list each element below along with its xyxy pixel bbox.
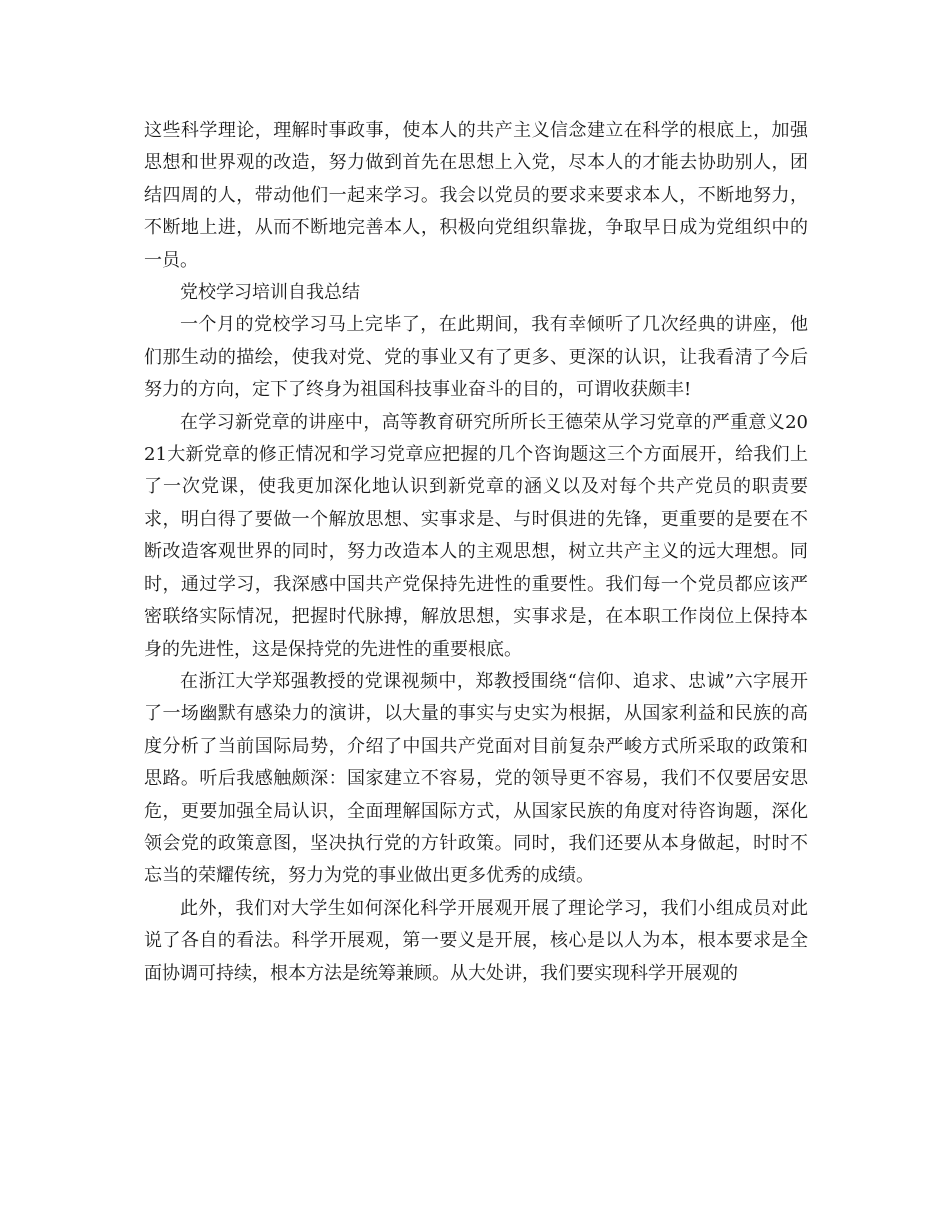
paragraph-lecture-video: 在浙江大学郑强教授的党课视频中，郑教授围绕“信仰、追求、忠诚”六字展开了一场幽默有感染力的演讲，以大量的事实与史实为根据，从国家利益和民族的高度分析了当前国际局势，介绍了中国共产党面对目前复杂严峻方式所采取的政策和思路。听后我感触颇深：国家建立不容易，党的领导更不容易，我们不仅要居安思危，更要加强全局认识，全面理解国际方式，从国家民族的角度对待咨询题，深化领会党的政策意图，坚决执行党的方针政策。同时，我们还要从本身做起，时时不忘当的荣耀传统，努力为党的事业做出更多优秀的成绩。 xyxy=(144,670,808,887)
paragraph-continued: 这些科学理论，理解时事政事，使本人的共产主义信念建立在科学的根底上，加强思想和世界观的改造，努力做到首先在思想上入党，尽本人的才能去协助别人，团结四周的人，带动他们一起来学习。我会以党员的要求来要求本人，不断地努力，不断地上进，从而不断地完善本人，积极向党组织靠拢，争取早日成为党组织中的一员。 xyxy=(144,120,808,271)
section-heading: 党校学习培训自我总结 xyxy=(180,282,360,304)
paragraph-intro: 一个月的党校学习马上完毕了，在此期间，我有幸倾听了几次经典的讲座，他们那生动的描绘，使我对党、党的事业又有了更多、更深的认识，让我看清了今后努力的方向，定下了终身为祖国科技事业奋斗的目的，可谓收获颇丰! xyxy=(144,314,808,401)
paragraph-party-constitution: 在学习新党章的讲座中，高等教育研究所所长王德荣从学习党章的严重意义2021大新党章的修正情况和学习党章应把握的几个咨询题这三个方面展开，给我们上了一次党课，使我更加深化地认识到新党章的涵义以及对每个共产党员的职责要求，明白得了要做一个解放思想、实事求是、与时俱进的先锋，更重要的是要在不断改造客观世界的同时，努力改造本人的主观思想，树立共产主义的远大理想。同时，通过学习，我深感中国共产党保持先进性的重要性。我们每一个党员都应该严密联络实际情况，把握时代脉搏，解放思想，实事求是，在本职工作岗位上保持本身的先进性，这是保持党的先进性的重要根底。 xyxy=(144,411,808,660)
paragraph-development-view: 此外，我们对大学生如何深化科学开展观开展了理论学习，我们小组成员对此说了各自的看法。科学开展观，第一要义是开展，核心是以人为本，根本要求是全面协调可持续，根本方法是统筹兼顾。从大处讲，我们要实现科学开展观的 xyxy=(144,897,808,984)
